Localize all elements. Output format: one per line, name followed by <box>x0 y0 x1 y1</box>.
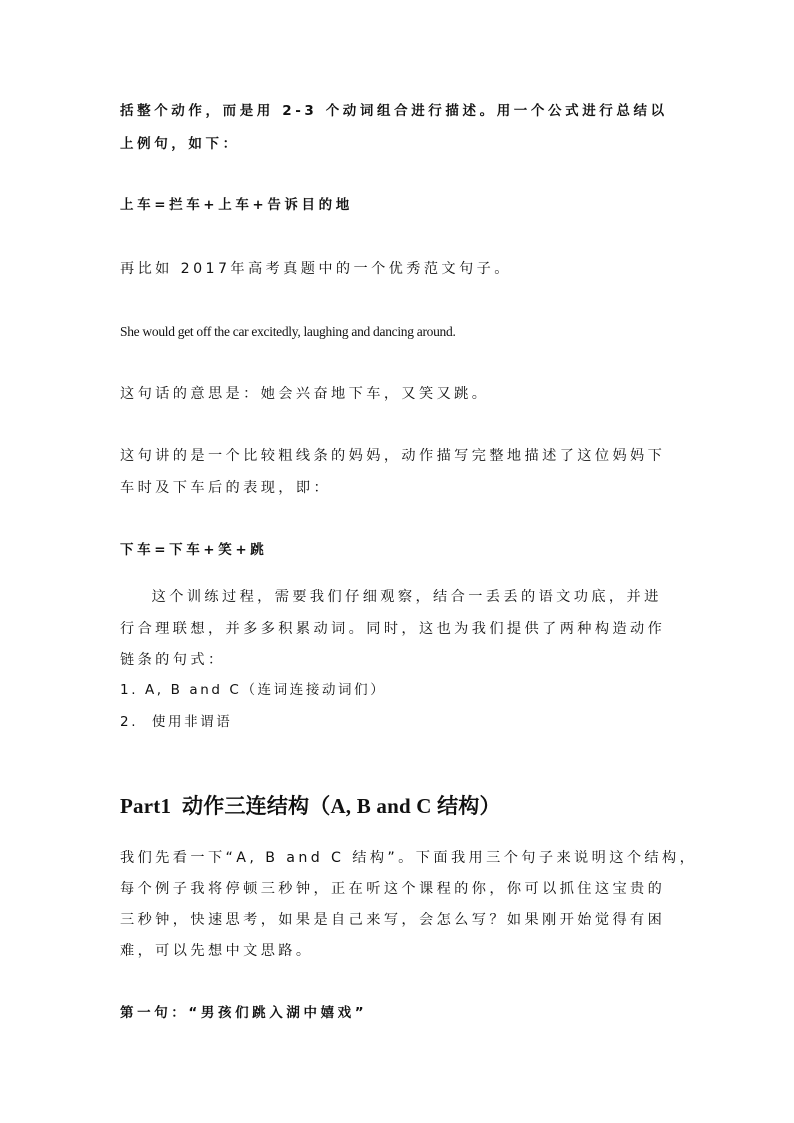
example-intro: 再比如 2017年高考真题中的一个优秀范文句子。 <box>120 261 512 277</box>
formula-get-on-car: 上车=拦车+上车+告诉目的地 <box>120 197 353 213</box>
list-item-2: 2. 使用非谓语 <box>120 714 233 730</box>
section-heading: Part1 动作三连结构（A, B and C 结构） <box>120 794 501 818</box>
intro-line-1: 括整个动作，而是用 2-3 个动词组合进行描述。用一个公式进行总结以 <box>120 103 668 119</box>
section-body-line-4: 难，可以先想中文思路。 <box>120 943 314 959</box>
section-body-line-3: 三秒钟，快速思考，如果是自己来写，会怎么写？如果刚开始觉得有困 <box>120 912 666 928</box>
explanation-line-1: 这句讲的是一个比较粗线条的妈妈，动作描写完整地描述了这位妈妈下 <box>120 448 666 464</box>
english-example-sentence: She would get off the car excitedly, laughing and dancing around. <box>120 324 456 339</box>
training-line-1: 这个训练过程，需要我们仔细观察，结合一丢丢的语文功底，并进 <box>120 589 662 605</box>
training-line-3: 链条的句式： <box>120 652 226 668</box>
first-sentence-label: 第一句：“男孩们跳入湖中嬉戏” <box>120 1005 368 1021</box>
explanation-line-2: 车时及下车后的表现，即： <box>120 480 332 496</box>
list-item-1: 1. A, B and C（连词连接动词们） <box>120 682 387 698</box>
training-line-2: 行合理联想，并多多积累动词。同时，这也为我们提供了两种构造动作 <box>120 621 666 637</box>
formula-get-off-car: 下车=下车+笑+跳 <box>120 542 268 558</box>
section-body-line-1: 我们先看一下“A, B and C 结构”。下面我用三个句子来说明这个结构， <box>120 850 698 866</box>
intro-line-2: 上例句，如下： <box>120 136 240 152</box>
section-body-line-2: 每个例子我将停顿三秒钟，正在听这个课程的你，你可以抓住这宝贵的 <box>120 881 666 897</box>
translation-text: 这句话的意思是：她会兴奋地下车，又笑又跳。 <box>120 386 490 402</box>
